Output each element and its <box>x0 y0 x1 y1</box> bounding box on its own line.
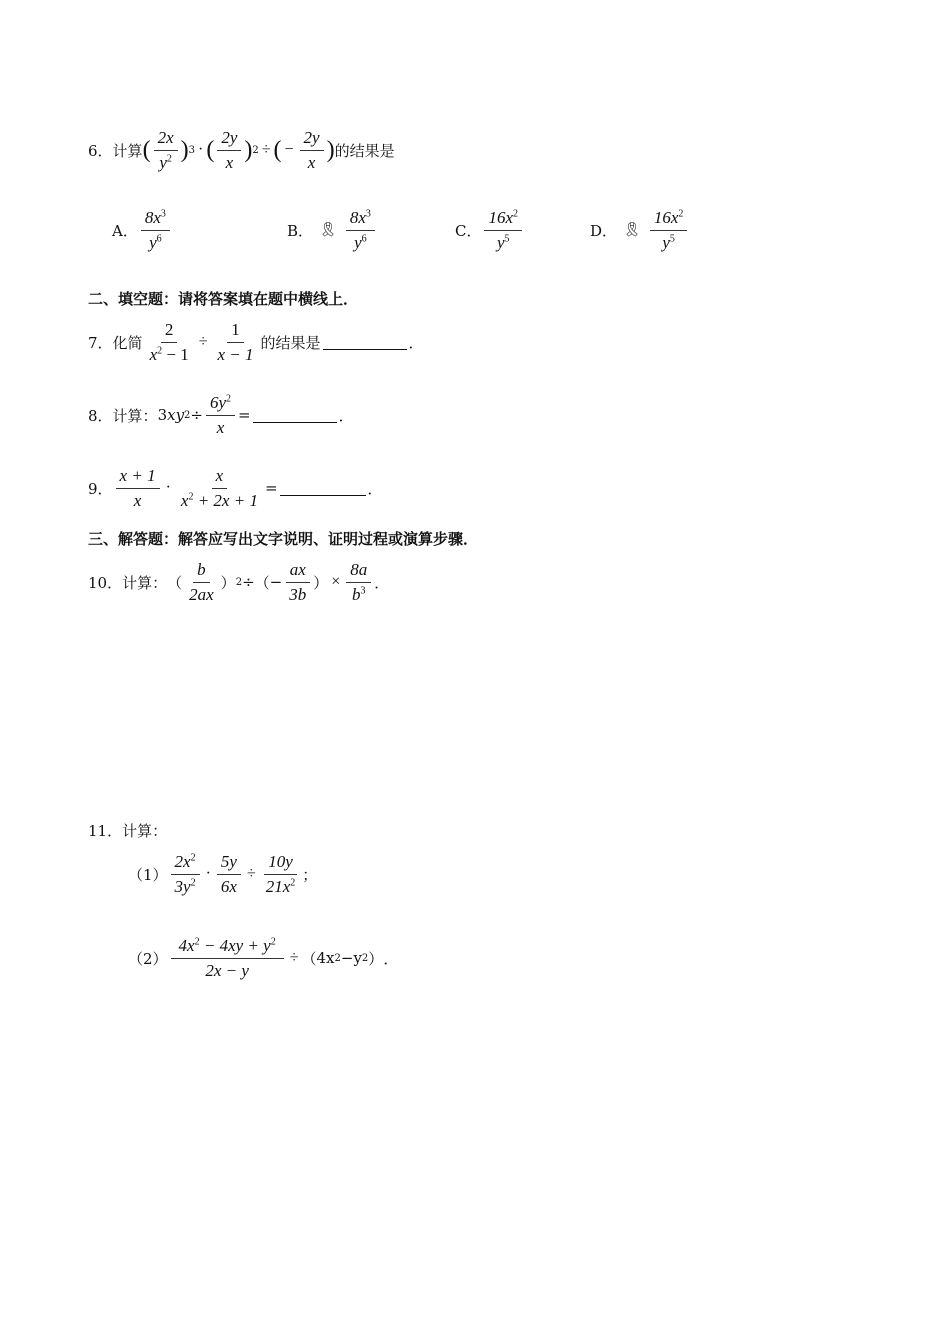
q6-exp-2: 2 <box>252 144 259 156</box>
q8-answer-blank[interactable] <box>253 408 337 423</box>
q9-answer-blank[interactable] <box>280 481 366 496</box>
q6-option-c: C． $\frac{16x^2}{y^5}$ <box>455 208 525 252</box>
question-11: 11． 计算： <box>88 822 168 840</box>
q6-fraction-1: $\frac{2x}{y^2}$ <box>154 128 178 172</box>
q6-fraction-3: $\frac{2y}{x}$ <box>300 128 324 172</box>
question-9: 9． $\frac{x + 1}{x}$ · $\frac{x}{x^2 + 2x + 1}$ = ． <box>88 466 383 510</box>
q8-fraction: $\frac{6y^2}{x}$ <box>206 393 235 437</box>
q6-fraction-2: $\frac{2y}{x}$ <box>217 128 241 172</box>
question-10: 10． 计算： （ $\frac{b}{2ax}$ ） 2 ÷ （ − $\frac{ax}{3b}$ ） × $\frac{8a}{b^3}$ ． <box>88 560 390 604</box>
q6-option-d: D． 🎗 $\frac{16x^2}{y^5}$ <box>590 208 690 252</box>
q10-fraction-2: $\frac{ax}{3b}$ <box>285 560 310 604</box>
q9-fraction-1: $\frac{x + 1}{x}$ <box>116 466 160 510</box>
section-3-heading: 三、解答题：解答应写出文字说明、证明过程或演算步骤． <box>88 530 479 548</box>
question-7: 7． 化简 $\frac{2}{x^2 - 1}$ ÷ $\frac{1}{x - 1}$ 的结果是 ． <box>88 320 424 364</box>
q7-fraction-1: $\frac{2}{x^2 - 1}$ <box>149 320 189 364</box>
ribbon-icon: 🎗 <box>623 222 641 239</box>
q6-exp-1: 3 <box>188 144 195 156</box>
q6-tail: 的结果是 <box>334 141 395 160</box>
question-11-part-1: （1） $\frac{2x^2}{3y^2}$ · $\frac{5y}{6x}$ ÷ $\frac{10y}{21x^2}$ ； <box>128 852 318 896</box>
q6-option-b: B． 🎗 $\frac{8x^3}{y^6}$ <box>287 208 378 252</box>
q7-fraction-2: $\frac{1}{x - 1}$ <box>217 320 254 364</box>
q10-fraction-1: $\frac{b}{2ax}$ <box>189 560 214 604</box>
question-8: 8． 计算： 3 xy 2 ÷ $\frac{6y^2}{x}$ = ． <box>88 393 354 437</box>
q6-number: 6． <box>88 141 113 160</box>
q10-fraction-3: $\frac{8a}{b^3}$ <box>346 560 371 604</box>
q9-fraction-2: $\frac{x}{x^2 + 2x + 1}$ <box>180 466 258 510</box>
question-11-part-2: （2） $\frac{4x^2 - 4xy + y^2}{2x - y}$ ÷ （ 4x 2 −y 2 ） ． <box>128 936 399 980</box>
q7-answer-blank[interactable] <box>323 335 407 350</box>
section-2-heading: 二、填空题：请将答案填在题中横线上． <box>88 290 359 308</box>
question-6: 6． 计算 ( $\frac{2x}{y^2}$ ) 3 · ( $\frac{2y}{x}$ ) 2 ÷ ( − $\frac{2y}{x}$ ) 的结果是 <box>88 128 395 172</box>
ribbon-icon: 🎗 <box>319 222 337 239</box>
q6-lead: 计算 <box>112 141 143 160</box>
q6-option-a: A． $\frac{8x^3}{y^6}$ <box>112 208 173 252</box>
